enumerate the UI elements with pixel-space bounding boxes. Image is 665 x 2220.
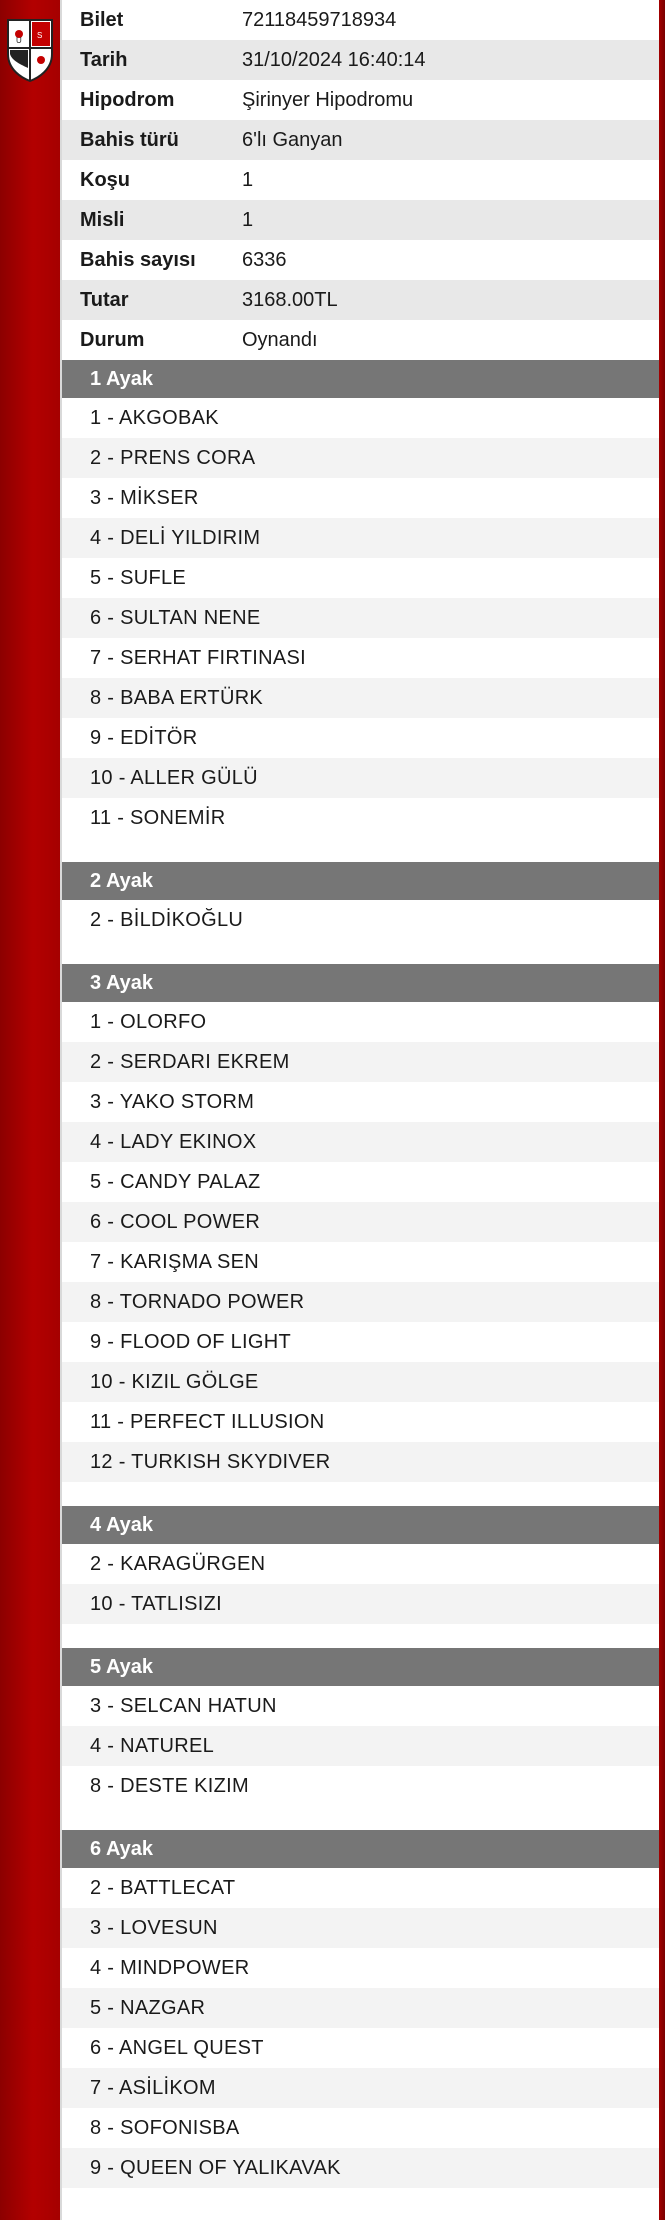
ticket-info-value: 3168.00TL bbox=[242, 288, 338, 311]
horse-selection-row: 3 - YAKO STORM bbox=[90, 1090, 255, 1113]
horse-selection-row: 6 - COOL POWER bbox=[62, 1202, 659, 1242]
leg-header: 5 Ayak bbox=[62, 1648, 659, 1686]
ticket-info-value: 6'lı Ganyan bbox=[242, 128, 343, 151]
ticket-info-label: Bilet bbox=[80, 8, 124, 31]
horse-selection-row: 3 - LOVESUN bbox=[62, 1908, 659, 1948]
ticket-info-row bbox=[62, 200, 659, 240]
horse-selection-row: 12 - TURKISH SKYDIVER bbox=[62, 1442, 659, 1482]
ticket-info-row bbox=[62, 160, 659, 200]
horse-selection-row: 7 - ASİLİKOM bbox=[62, 2068, 659, 2108]
leg-spacer bbox=[62, 1624, 659, 1648]
horse-selection-row: 11 - SONEMİR bbox=[90, 806, 226, 829]
ticket-info-row bbox=[62, 40, 659, 80]
horse-selection-row: 2 - KARAGÜRGEN bbox=[90, 1552, 266, 1575]
horse-selection-row: 4 - MINDPOWER bbox=[90, 1956, 250, 1979]
horse-selection-row: 9 - QUEEN OF YALIKAVAK bbox=[62, 2148, 659, 2188]
ticket-info-value: 72118459718934 bbox=[242, 8, 397, 31]
ticket-info-label: Koşu bbox=[80, 168, 130, 191]
ticket-info-label: Hipodrom bbox=[80, 88, 175, 111]
horse-selection-row: 1 - OLORFO bbox=[90, 1010, 207, 1033]
horse-selection-row: 4 - DELİ YILDIRIM bbox=[62, 518, 659, 558]
leg-spacer bbox=[62, 838, 659, 862]
horse-selection-row: 10 - KIZIL GÖLGE bbox=[62, 1362, 659, 1402]
leg-spacer bbox=[62, 2188, 659, 2212]
left-brand-bar bbox=[0, 0, 60, 2220]
horse-selection-row: 3 - SELCAN HATUN bbox=[90, 1694, 277, 1717]
leg-header: 1 Ayak bbox=[62, 360, 659, 398]
horse-selection-row: 1 - AKGOBAK bbox=[90, 406, 219, 429]
horse-selection-row: 4 - NATUREL bbox=[62, 1726, 659, 1766]
ticket-info-label: Tutar bbox=[80, 288, 129, 311]
ticket-info-label: Bahis türü bbox=[80, 128, 179, 151]
ticket-content bbox=[62, 0, 659, 2212]
ticket-info-label: Durum bbox=[80, 328, 145, 351]
ticket-info-value: 1 bbox=[242, 168, 254, 191]
horse-selection-row: 7 - KARIŞMA SEN bbox=[90, 1250, 259, 1273]
horse-selection-row: 7 - SERHAT FIRTINASI bbox=[90, 646, 307, 669]
ticket-info-row bbox=[62, 80, 659, 120]
ticket-info-label: Bahis sayısı bbox=[80, 248, 196, 271]
svg-text:S: S bbox=[37, 31, 43, 40]
leg-header: 3 Ayak bbox=[62, 964, 659, 1002]
ticket-info-value: 6336 bbox=[242, 248, 287, 271]
horse-selection-row: 11 - PERFECT ILLUSION bbox=[90, 1410, 325, 1433]
leg-header: 2 Ayak bbox=[62, 862, 659, 900]
horse-selection-row: 8 - SOFONISBA bbox=[90, 2116, 240, 2139]
ticket-info-value: 1 bbox=[242, 208, 254, 231]
horse-selection-row: 6 - ANGEL QUEST bbox=[90, 2036, 264, 2059]
ticket-info-value: Oynandı bbox=[242, 328, 318, 351]
horse-selection-row: 2 - BİLDİKOĞLU bbox=[90, 908, 244, 931]
ticket-info-row bbox=[62, 320, 659, 360]
ticket-info-row bbox=[62, 0, 659, 40]
club-logo-icon bbox=[4, 18, 56, 82]
horse-selection-row: 9 - FLOOD OF LIGHT bbox=[90, 1330, 291, 1353]
right-brand-bar bbox=[659, 0, 665, 2220]
horse-selection-row: 5 - CANDY PALAZ bbox=[90, 1170, 261, 1193]
horse-selection-row: 10 - ALLER GÜLÜ bbox=[62, 758, 659, 798]
ticket-info-value: Şirinyer Hipodromu bbox=[242, 88, 414, 111]
leg-header: 4 Ayak bbox=[62, 1506, 659, 1544]
ticket-info-row bbox=[62, 280, 659, 320]
ticket-info-row bbox=[62, 120, 659, 160]
horse-selection-row: 2 - BATTLECAT bbox=[90, 1876, 236, 1899]
horse-selection-row: 3 - MİKSER bbox=[90, 486, 199, 509]
ticket-info-label: Misli bbox=[80, 208, 125, 231]
horse-selection-row: 5 - NAZGAR bbox=[62, 1988, 659, 2028]
horse-selection-row: 4 - LADY EKINOX bbox=[62, 1122, 659, 1162]
horse-selection-row: 8 - BABA ERTÜRK bbox=[62, 678, 659, 718]
leg-spacer bbox=[62, 1806, 659, 1830]
horse-selection-row: 2 - SERDARI EKREM bbox=[62, 1042, 659, 1082]
legs-list bbox=[62, 360, 659, 2212]
horse-selection-row: 6 - SULTAN NENE bbox=[62, 598, 659, 638]
horse-selection-row: 2 - PRENS CORA bbox=[62, 438, 659, 478]
horse-selection-row: 5 - SUFLE bbox=[90, 566, 187, 589]
ticket-info-table bbox=[62, 0, 659, 360]
horse-selection-row: 9 - EDİTÖR bbox=[90, 726, 198, 749]
leg-spacer bbox=[62, 1482, 659, 1506]
leg-spacer bbox=[62, 940, 659, 964]
horse-selection-row: 8 - DESTE KIZIM bbox=[90, 1774, 249, 1797]
svg-text:U: U bbox=[16, 36, 22, 45]
ticket-info-label: Tarih bbox=[80, 48, 128, 71]
ticket-info-value: 31/10/2024 16:40:14 bbox=[242, 48, 426, 71]
ticket-info-row bbox=[62, 240, 659, 280]
horse-selection-row: 10 - TATLISIZI bbox=[62, 1584, 659, 1624]
leg-header: 6 Ayak bbox=[62, 1830, 659, 1868]
horse-selection-row: 8 - TORNADO POWER bbox=[62, 1282, 659, 1322]
